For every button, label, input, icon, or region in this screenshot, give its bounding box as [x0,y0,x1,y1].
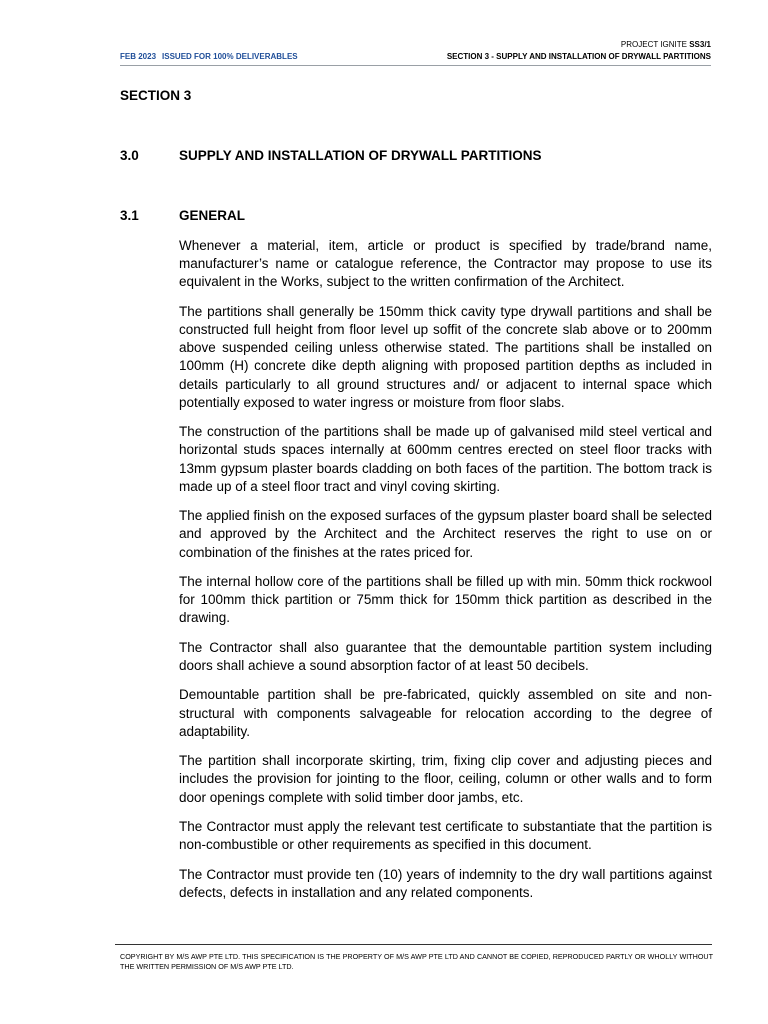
paragraph: The Contractor must apply the relevant test certificate to substantiate that the partition is non-combustible or other requirements as specified in this document. [179,818,712,853]
paragraph: Demountable partition shall be pre-fabricated, quickly assembled on site and non-structural with components salvageable for relocation according to the degree of adaptability. [179,687,712,739]
issue-info [120,52,298,61]
project-code: SS3/1 [689,40,711,49]
issue-date: FEB 2023 [120,52,157,61]
header-section-title: SECTION 3 - SUPPLY AND INSTALLATION OF DRYWALL PARTITIONS [446,52,711,61]
header-divider [120,65,711,66]
project-name: PROJECT IGNITE [620,40,690,49]
paragraph: The internal hollow core of the partitions shall be filled up with min. 50mm thick rockwool for 100mm thick partition or 75mm thick for 150mm thick partition as described in the drawing. [179,574,712,626]
heading-sub-title: GENERAL [179,208,246,223]
section-label: SECTION 3 [120,88,192,103]
heading-main-title: SUPPLY AND INSTALLATION OF DRYWALL PARTITIONS [179,148,542,163]
issue-status: ISSUED FOR 100% DELIVERABLES [162,52,298,61]
paragraph: Whenever a material, item, article or product is specified by trade/brand name, manufacturer’s name or catalogue reference, the Contractor may propose to use its equivalent in the Works, subject to the written confirmation of the Architect. [179,238,712,290]
paragraph: The partitions shall generally be 150mm thick cavity type drywall partitions and shall be constructed full height from floor level up soffit of the concrete slab above or to 200mm above suspended ceiling unless otherwise stated. The partitions shall be installed on 100mm (H) concrete dike depth aligning with proposed partition depths as included in details particularly to all ground structures and/ or adjacent to internal space which potentially exposed to water ingress or moisture from floor slabs. [179,303,712,410]
footer-divider [115,944,712,945]
heading-main [120,148,542,163]
heading-sub [120,208,245,223]
paragraph: The Contractor must provide ten (10) years of indemnity to the dry wall partitions against defects, defects in installation and any related components. [179,866,712,900]
paragraph: The Contractor shall also guarantee that the demountable partition system including doors shall achieve a sound absorption factor of at least 50 decibels. [179,639,712,673]
body-text [179,237,712,913]
paragraph: The applied finish on the exposed surfaces of the gypsum plaster board shall be selected and approved by the Architect and the Architect reserves the right to use on or combination of the finishes at the rates priced for. [179,508,712,560]
heading-sub-number: 3.1 [120,208,139,223]
paragraph: The construction of the partitions shall be made up of galvanised mild steel vertical and horizontal studs spaces internally at 600mm centres erected on steel floor tracks with 13mm gypsum plaster boards cladding on both faces of the partition. The bottom track is made up of a steel floor tract and vinyl coving skirting. [179,424,712,494]
heading-main-number: 3.0 [120,148,139,163]
paragraph: The partition shall incorporate skirting, trim, fixing clip cover and adjusting pieces and includes the provision for jointing to the floor, ceiling, column or other walls and to form door openings complete with solid timber door jambs, etc. [179,753,712,805]
project-reference [621,40,711,49]
copyright-notice: COPYRIGHT BY M/S AWP PTE LTD. THIS SPECIFICATION IS THE PROPERTY OF M/S AWP PTE LTD AND CANNOT BE COPIED, REPRODUCED PARTLY OR WHOLLY WITHOUT THE WRITTEN PERMISSION OF M/S AWP PTE LTD. [120,952,713,971]
page-header [120,52,711,64]
